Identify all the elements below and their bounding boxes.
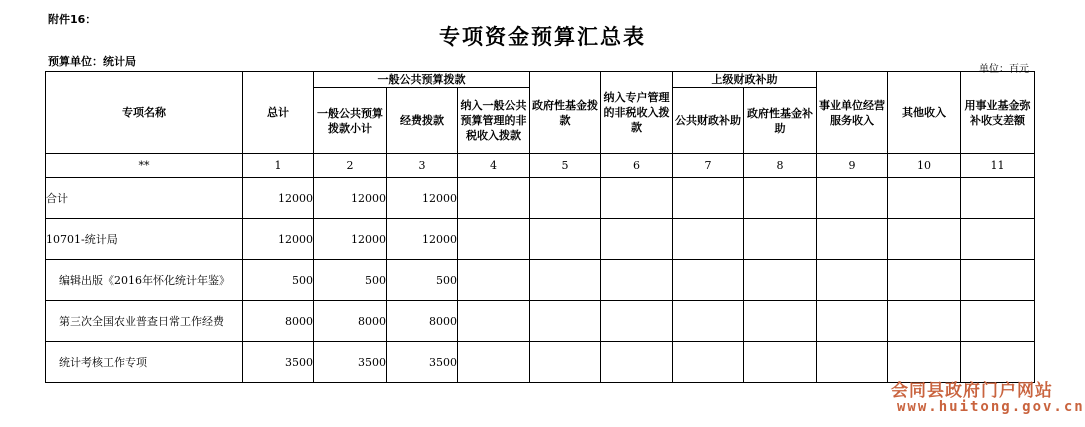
header-nontax-special: 纳入专户管理的非税收入拨款 xyxy=(601,72,673,154)
empty-cell xyxy=(961,260,1035,301)
empty-cell xyxy=(673,301,744,342)
row-funding: 500 xyxy=(387,260,458,301)
row-total: 3500 xyxy=(243,342,314,383)
empty-cell xyxy=(530,219,601,260)
row-total: 8000 xyxy=(243,301,314,342)
empty-cell xyxy=(673,178,744,219)
header-business-income: 事业单位经营服务收入 xyxy=(817,72,888,154)
row-funding: 3500 xyxy=(387,342,458,383)
index-cell: 8 xyxy=(744,154,817,178)
empty-cell xyxy=(961,301,1035,342)
attachment-label: 附件16： xyxy=(48,13,97,26)
header-fund-balance: 用事业基金弥补收支差额 xyxy=(961,72,1035,154)
table-row xyxy=(46,219,1035,260)
table-row xyxy=(46,301,1035,342)
row-name: 第三次全国农业普查日常工作经费 xyxy=(46,301,243,342)
empty-cell xyxy=(530,342,601,383)
watermark-site-url: www.huitong.gov.cn xyxy=(897,399,1085,415)
table-row xyxy=(46,260,1035,301)
index-cell: 1 xyxy=(243,154,314,178)
empty-cell xyxy=(817,342,888,383)
row-subtotal: 500 xyxy=(314,260,387,301)
index-cell: 7 xyxy=(673,154,744,178)
header-gov-fund: 政府性基金拨款 xyxy=(530,72,601,154)
empty-cell xyxy=(673,219,744,260)
header-gov-fund-subsidy: 政府性基金补助 xyxy=(744,88,817,154)
row-funding: 12000 xyxy=(387,219,458,260)
empty-cell xyxy=(744,260,817,301)
empty-cell xyxy=(961,178,1035,219)
empty-cell xyxy=(817,219,888,260)
empty-cell xyxy=(888,178,961,219)
empty-cell xyxy=(817,178,888,219)
row-name: 10701-统计局 xyxy=(46,219,243,260)
empty-cell xyxy=(961,219,1035,260)
row-subtotal: 8000 xyxy=(314,301,387,342)
row-subtotal: 3500 xyxy=(314,342,387,383)
header-other-income: 其他收入 xyxy=(888,72,961,154)
index-cell: 5 xyxy=(530,154,601,178)
header-nontax-general: 纳入一般公共预算管理的非税收入拨款 xyxy=(458,88,530,154)
empty-cell xyxy=(601,178,673,219)
header-general-group: 一般公共预算拨款 xyxy=(314,72,530,88)
currency-unit: 单位：百元 xyxy=(979,64,1029,75)
table-row xyxy=(46,178,1035,219)
empty-cell xyxy=(888,301,961,342)
empty-cell xyxy=(458,342,530,383)
index-cell: 6 xyxy=(601,154,673,178)
empty-cell xyxy=(458,178,530,219)
row-name: 编辑出版《2016年怀化统计年鉴》 xyxy=(46,260,243,301)
row-name: 统计考核工作专项 xyxy=(46,342,243,383)
empty-cell xyxy=(601,260,673,301)
row-subtotal: 12000 xyxy=(314,219,387,260)
empty-cell xyxy=(601,301,673,342)
header-upper-group: 上级财政补助 xyxy=(673,72,817,88)
empty-cell xyxy=(458,301,530,342)
row-total: 500 xyxy=(243,260,314,301)
index-row xyxy=(46,154,1035,178)
header-general-subtotal: 一般公共预算拨款小计 xyxy=(314,88,387,154)
empty-cell xyxy=(601,219,673,260)
row-subtotal: 12000 xyxy=(314,178,387,219)
budget-table xyxy=(45,71,1035,383)
empty-cell xyxy=(530,178,601,219)
empty-cell xyxy=(744,301,817,342)
table-row xyxy=(46,342,1035,383)
empty-cell xyxy=(458,219,530,260)
budget-unit: 预算单位：统计局 xyxy=(48,55,136,68)
index-cell: 10 xyxy=(888,154,961,178)
empty-cell xyxy=(601,342,673,383)
empty-cell xyxy=(888,260,961,301)
empty-cell xyxy=(530,301,601,342)
index-cell: 3 xyxy=(387,154,458,178)
row-total: 12000 xyxy=(243,219,314,260)
row-name: 合计 xyxy=(46,178,243,219)
index-cell: ** xyxy=(46,154,243,178)
empty-cell xyxy=(673,342,744,383)
index-cell: 2 xyxy=(314,154,387,178)
empty-cell xyxy=(744,219,817,260)
page-title: 专项资金预算汇总表 xyxy=(439,25,646,49)
watermark-site-name: 会同县政府门户网站 xyxy=(891,381,1053,401)
header-public-finance-subsidy: 公共财政补助 xyxy=(673,88,744,154)
header-funding: 经费拨款 xyxy=(387,88,458,154)
header-total: 总计 xyxy=(243,72,314,154)
empty-cell xyxy=(817,260,888,301)
header-name: 专项名称 xyxy=(46,72,243,154)
row-funding: 12000 xyxy=(387,178,458,219)
index-cell: 11 xyxy=(961,154,1035,178)
empty-cell xyxy=(530,260,601,301)
empty-cell xyxy=(817,301,888,342)
empty-cell xyxy=(744,342,817,383)
empty-cell xyxy=(673,260,744,301)
row-total: 12000 xyxy=(243,178,314,219)
index-cell: 4 xyxy=(458,154,530,178)
row-funding: 8000 xyxy=(387,301,458,342)
index-cell: 9 xyxy=(817,154,888,178)
empty-cell xyxy=(458,260,530,301)
empty-cell xyxy=(744,178,817,219)
empty-cell xyxy=(888,219,961,260)
